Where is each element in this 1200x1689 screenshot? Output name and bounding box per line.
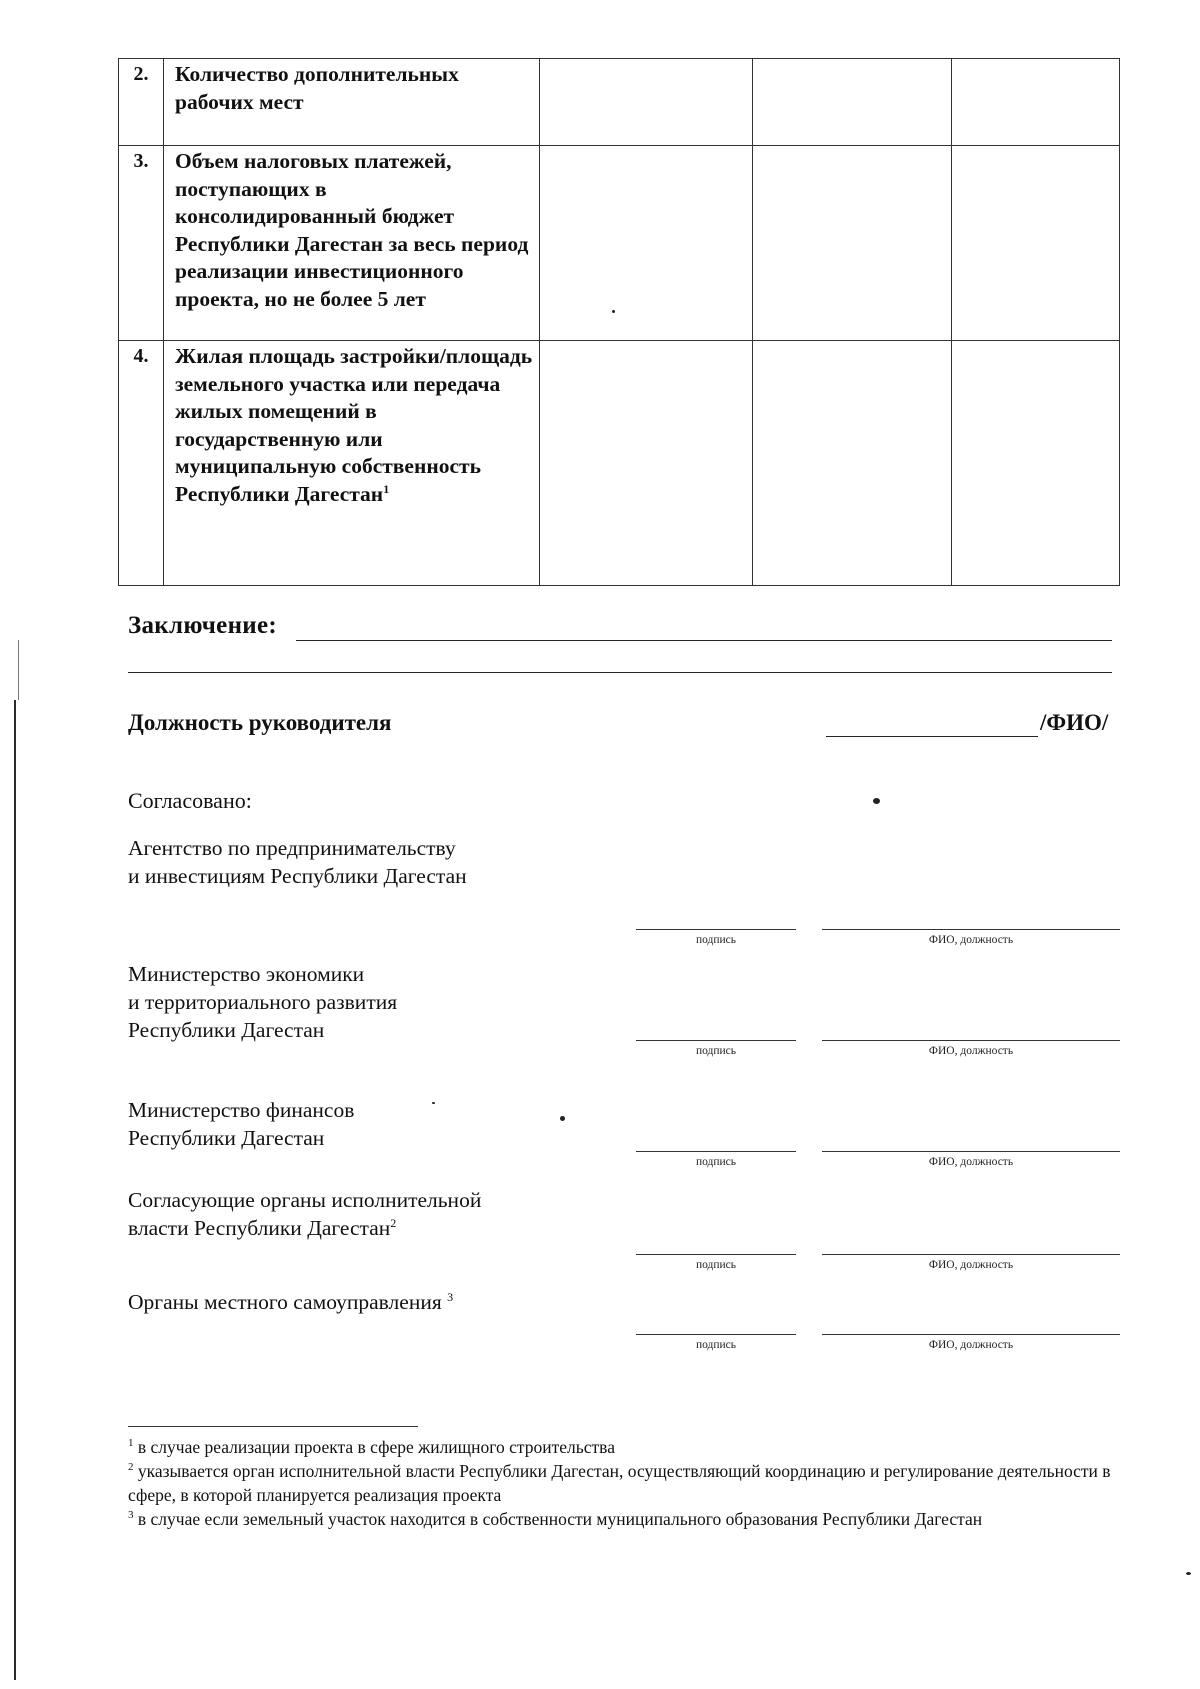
conclusion-label: Заключение: xyxy=(128,612,278,639)
footnote-mark: 3 xyxy=(128,1509,134,1522)
footnote xyxy=(128,1435,1128,1459)
signature-line[interactable] xyxy=(636,1151,796,1152)
row-number: 3. xyxy=(119,146,164,341)
table-row xyxy=(119,146,1120,341)
fio-caption: ФИО, должность xyxy=(928,1156,1014,1168)
footnote-ref: 2 xyxy=(390,1215,397,1230)
fio-line[interactable] xyxy=(822,1040,1120,1041)
org-line xyxy=(128,1214,481,1242)
row-number: 2. xyxy=(119,59,164,146)
fio-caption: ФИО, должность xyxy=(928,934,1014,946)
row-label-text: Жилая площадь застройки/площадь земельного участка или передача жилых помещений в государственную или муниципальную собственность Республики Дагестан xyxy=(175,344,533,506)
value-cell[interactable] xyxy=(753,341,952,586)
scan-speck xyxy=(1186,1572,1191,1575)
footnote-text: указывается орган исполнительной власти Республики Дагестан, осуществляющий координацию и регулирование деятельности в сфере, в которой планируется реализация проекта xyxy=(128,1461,1111,1505)
row-label xyxy=(164,341,540,586)
signature-caption: подпись xyxy=(695,1045,737,1057)
scan-speck xyxy=(873,798,880,804)
fio-line[interactable] xyxy=(822,1151,1120,1152)
footnotes xyxy=(128,1435,1128,1531)
indicators-table xyxy=(118,58,1120,586)
table-row xyxy=(119,341,1120,586)
signature-line[interactable] xyxy=(636,1334,796,1335)
org-line: Министерство финансов xyxy=(128,1098,355,1122)
fio-caption: ФИО, должность xyxy=(928,1259,1014,1271)
footnote-mark: 1 xyxy=(128,1437,134,1450)
org-line: Агентство по предпринимательству xyxy=(128,836,456,860)
scan-speck xyxy=(432,1102,435,1104)
org-line: Республики Дагестан xyxy=(128,1018,325,1042)
value-cell[interactable] xyxy=(540,59,753,146)
conclusion-line-2[interactable] xyxy=(128,672,1112,673)
footnote xyxy=(128,1459,1128,1507)
value-cell[interactable] xyxy=(753,146,952,341)
value-cell[interactable] xyxy=(540,341,753,586)
row-label-text: Объем налоговых платежей, поступающих в консолидированный бюджет Республики Дагестан за весь период реализации инвестиционного проекта, но не более 5 лет xyxy=(175,149,529,311)
org-line-text: власти Республики Дагестан xyxy=(128,1216,391,1240)
row-label-text: Количество дополнительных рабочих мест xyxy=(175,62,459,114)
signature-line[interactable] xyxy=(636,1254,796,1255)
footnote-separator xyxy=(128,1426,418,1427)
signature-caption: подпись xyxy=(695,934,737,946)
value-cell[interactable] xyxy=(952,146,1120,341)
fio-line[interactable] xyxy=(822,929,1120,930)
head-signature-line[interactable] xyxy=(826,736,1038,737)
fio-line[interactable] xyxy=(822,1254,1120,1255)
agreed-label: Согласовано: xyxy=(128,788,252,813)
org-line: и территориального развития xyxy=(128,990,398,1014)
conclusion-line[interactable] xyxy=(296,640,1112,641)
scan-speck xyxy=(560,1116,565,1121)
row-label xyxy=(164,59,540,146)
org-ministry-finance xyxy=(128,1096,354,1152)
footnote-ref: 3 xyxy=(447,1289,454,1304)
fio-caption: ФИО, должность xyxy=(928,1339,1014,1351)
signature-caption: подпись xyxy=(695,1156,737,1168)
scan-margin-edge xyxy=(14,700,16,1680)
signature-caption: подпись xyxy=(695,1339,737,1351)
scan-speck xyxy=(612,310,615,313)
footnote-mark: 2 xyxy=(128,1461,134,1474)
row-number: 4. xyxy=(119,341,164,586)
footnote xyxy=(128,1507,1128,1531)
table-row xyxy=(119,59,1120,146)
footnote-text: в случае реализации проекта в сфере жилищного строительства xyxy=(137,1437,615,1457)
scan-margin-edge xyxy=(18,640,19,700)
signature-line[interactable] xyxy=(636,1040,796,1041)
org-ministry-economy xyxy=(128,960,397,1044)
footnote-text: в случае если земельный участок находится в собственности муниципального образования Республики Дагестан xyxy=(137,1509,983,1529)
org-local-government xyxy=(128,1288,453,1316)
org-agency-entrepreneurship xyxy=(128,834,467,890)
value-cell[interactable] xyxy=(540,146,753,341)
value-cell[interactable] xyxy=(952,341,1120,586)
value-cell[interactable] xyxy=(952,59,1120,146)
org-line xyxy=(128,1288,453,1316)
org-line-text: Органы местного самоуправления xyxy=(128,1290,442,1314)
signature-line[interactable] xyxy=(636,929,796,930)
fio-caption: ФИО, должность xyxy=(928,1045,1014,1057)
head-position-title: Должность руководителя xyxy=(128,710,392,735)
head-fio-label: /ФИО/ xyxy=(1040,710,1109,735)
signature-caption: подпись xyxy=(695,1259,737,1271)
org-executive-bodies xyxy=(128,1186,481,1242)
fio-line[interactable] xyxy=(822,1334,1120,1335)
org-line: Согласующие органы исполнительной xyxy=(128,1188,482,1212)
org-line: и инвестициям Республики Дагестан xyxy=(128,864,467,888)
org-line: Республики Дагестан xyxy=(128,1126,325,1150)
footnote-ref: 1 xyxy=(383,481,390,496)
row-label xyxy=(164,146,540,341)
value-cell[interactable] xyxy=(753,59,952,146)
org-line: Министерство экономики xyxy=(128,962,365,986)
